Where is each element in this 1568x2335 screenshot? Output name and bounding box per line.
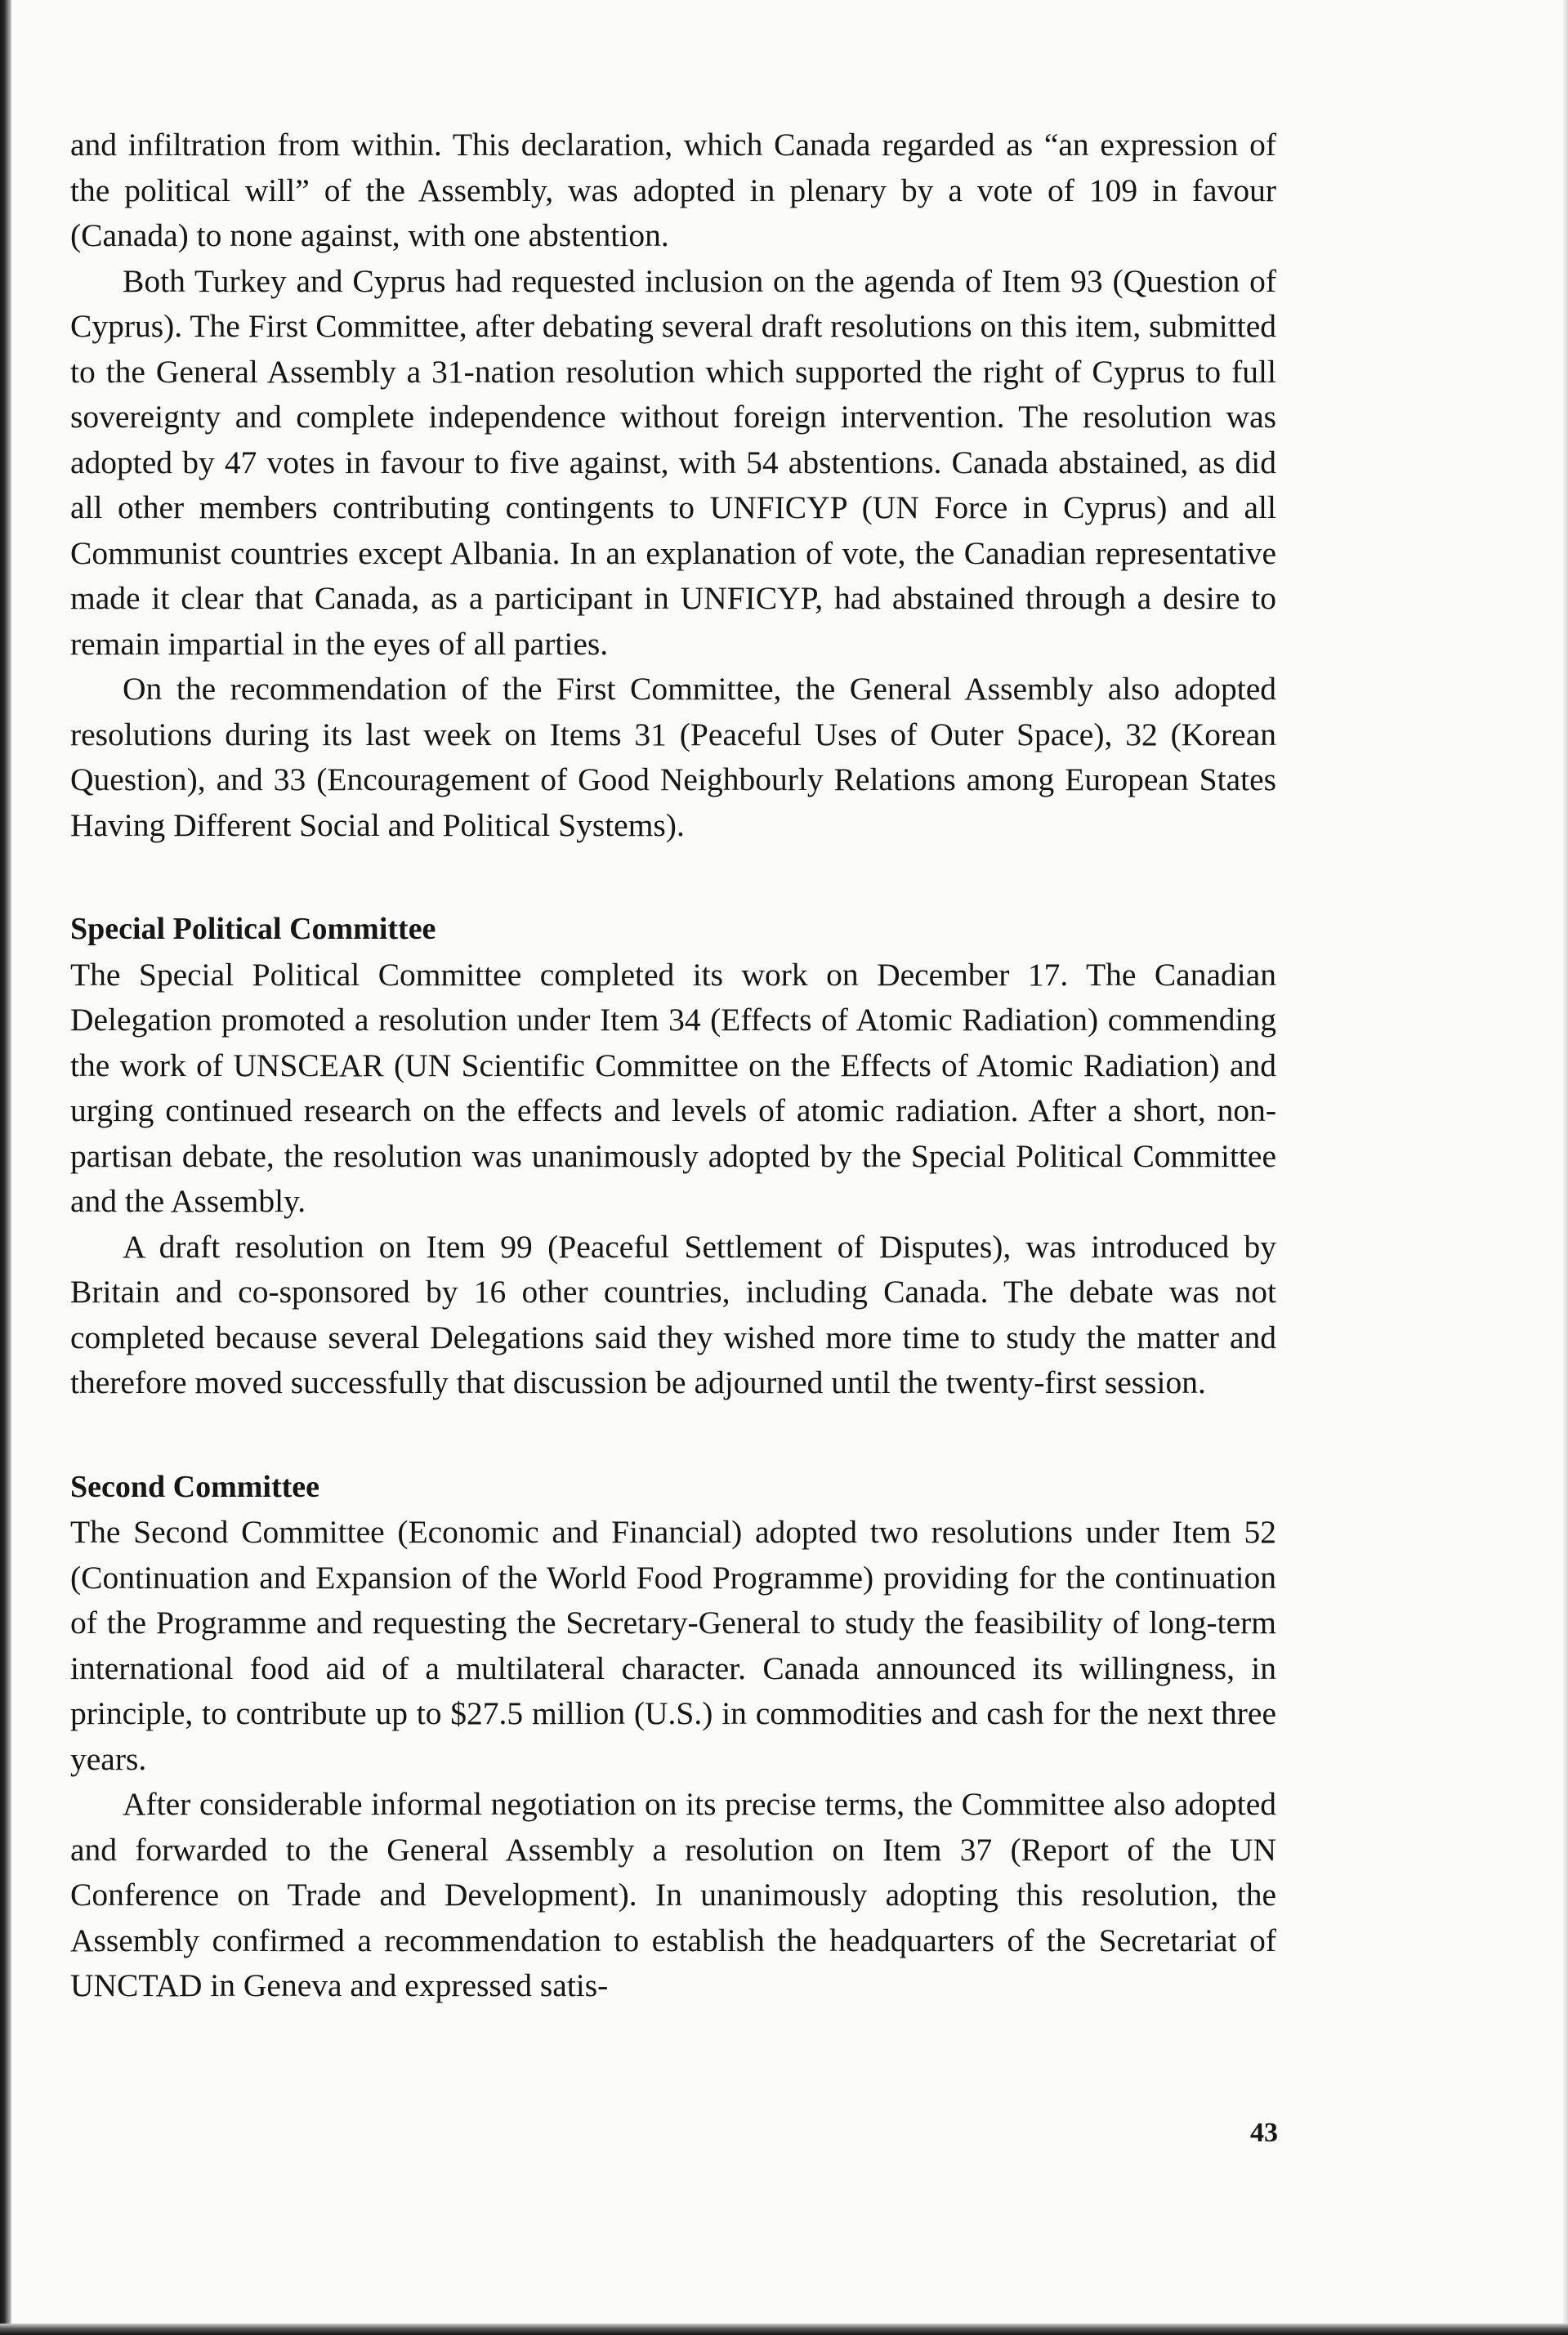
paragraph-first-committee-recommendations: On the recommendation of the First Committee, the General Assembly also adopted resolutions during its last week on Items 31 (Peaceful Uses of Outer Space), 32 (Korean Question), and 33 (Encouragement of Good Neighbourly Relations among European States Having Different Social and Political Systems).: [70, 671, 1276, 843]
paragraph-world-food-programme: The Second Committee (Economic and Financial) adopted two resolutions under Item 52 (Continuation and Expansion of the World Food Programme) providing for the continuation of the Programme and requesting the Secretary-General to study the feasibility of long-term international food aid of a multilateral character. Canada announced its willingness, in principle, to contribute up to $27.5 million (U.S.) in commodities and cash for the next three years.: [70, 1514, 1276, 1777]
page-right-edge: [1563, 0, 1568, 2335]
heading-special-political-committee: Special Political Committee: [70, 912, 436, 946]
heading-second-committee: Second Committee: [70, 1469, 319, 1504]
paragraph-question-of-cyprus: Both Turkey and Cyprus had requested inclusion on the agenda of Item 93 (Question of Cyprus). The First Committee, after debating several draft resolutions on this item, submitted to the General Assembly a 31-nation resolution which supported the right of Cyprus to full sovereignty and complete independence without foreign intervention. The resolution was adopted by 47 votes in favour to five against, with 54 abstentions. Canada abstained, as did all other members contributing contingents to UNFICYP (UN Force in Cyprus) and all Communist countries except Albania. In an explanation of vote, the Canadian representative made it clear that Canada, as a participant in UNFICYP, had abstained through a desire to remain impartial in the eyes of all parties.: [70, 262, 1276, 662]
paragraph-peaceful-settlement: A draft resolution on Item 99 (Peaceful Settlement of Disputes), was introduced by Britain and co-sponsored by 16 other countries, including Canada. The debate was not completed because several Delegations said they wished more time to study the matter and therefore moved successfully that discussion be adjourned until the twenty-first session.: [70, 1228, 1276, 1400]
section-special-political-committee: [70, 907, 1276, 1406]
paragraph-declaration-vote: and infiltration from within. This declaration, which Canada regarded as “an expression of the political will” of the Assembly, was adopted in plenary by a vote of 109 in favour (Canada) to none against, with one abstention.: [70, 127, 1276, 253]
paragraph-unctad: After considerable informal negotiation on its precise terms, the Committee also adopted and forwarded to the General Assembly a resolution on Item 37 (Report of the UN Conference on Trade and Development). In unanimously adopting this resolution, the Assembly confirmed a recommendation to establish the headquarters of the Secretariat of UNCTAD in Geneva and expressed satis-: [70, 1786, 1276, 2003]
section-second-committee: [70, 1465, 1276, 2009]
page-binding-edge: [0, 0, 11, 2335]
paragraph-atomic-radiation: The Special Political Committee completed its work on December 17. The Canadian Delegation promoted a resolution under Item 34 (Effects of Atomic Radiation) commending the work of UNSCEAR (UN Scientific Committee on the Effects of Atomic Radiation) and urging continued research on the effects and levels of atomic radiation. After a short, non-partisan debate, the resolution was unanimously adopted by the Special Political Committee and the Assembly.: [70, 956, 1276, 1219]
page-number: 43: [1250, 2118, 1278, 2148]
document-body: [70, 123, 1276, 2009]
page-bottom-edge: [0, 2324, 1568, 2335]
section-first-committee-continued: [70, 123, 1276, 848]
